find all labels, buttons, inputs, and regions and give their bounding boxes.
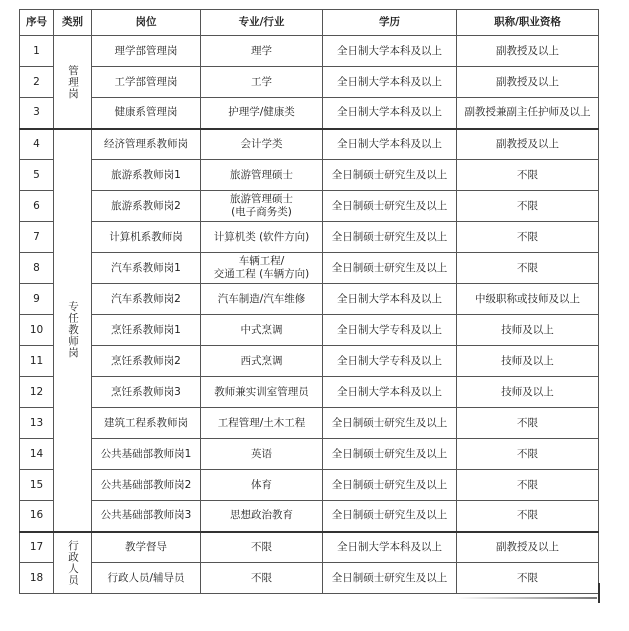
title-cell: 副教授及以上	[457, 67, 599, 98]
major-cell: 教师兼实训室管理员	[201, 377, 323, 408]
post-cell: 公共基础部教师岗3	[92, 501, 201, 532]
major-cell: 体育	[201, 470, 323, 501]
post-cell: 公共基础部教师岗2	[92, 470, 201, 501]
education-cell: 全日制硕士研究生及以上	[323, 563, 457, 594]
major-cell: 不限	[201, 563, 323, 594]
major-cell: 护理学/健康类	[201, 98, 323, 129]
title-cell: 不限	[457, 501, 599, 532]
title-cell: 不限	[457, 439, 599, 470]
header-title: 职称/职业资格	[457, 10, 599, 36]
title-cell: 不限	[457, 408, 599, 439]
major-cell: 西式烹调	[201, 346, 323, 377]
table-row	[20, 532, 599, 563]
row-number: 15	[20, 470, 54, 501]
row-number: 5	[20, 160, 54, 191]
education-cell: 全日制大学本科及以上	[323, 377, 457, 408]
post-cell: 汽车系教师岗2	[92, 284, 201, 315]
education-cell: 全日制大学本科及以上	[323, 98, 457, 129]
row-number: 4	[20, 129, 54, 160]
title-cell: 技师及以上	[457, 315, 599, 346]
education-cell: 全日制大学本科及以上	[323, 284, 457, 315]
post-cell: 旅游系教师岗2	[92, 191, 201, 222]
major-cell: 车辆工程/ 交通工程 (车辆方向)	[201, 253, 323, 284]
table-row	[20, 470, 599, 501]
title-cell: 不限	[457, 253, 599, 284]
title-cell: 不限	[457, 160, 599, 191]
post-cell: 建筑工程系教师岗	[92, 408, 201, 439]
table-row	[20, 222, 599, 253]
post-cell: 理学部管理岗	[92, 36, 201, 67]
row-number: 18	[20, 563, 54, 594]
major-cell: 工程管理/土木工程	[201, 408, 323, 439]
category-teaching: 专任教师岗	[54, 129, 92, 532]
header-no: 序号	[20, 10, 54, 36]
category-management: 管理岗	[54, 36, 92, 129]
row-number: 9	[20, 284, 54, 315]
table-row	[20, 98, 599, 129]
major-cell: 计算机类 (软件方向)	[201, 222, 323, 253]
major-cell: 英语	[201, 439, 323, 470]
row-number: 14	[20, 439, 54, 470]
post-cell: 旅游系教师岗1	[92, 160, 201, 191]
table-row	[20, 408, 599, 439]
title-cell: 中级职称或技师及以上	[457, 284, 599, 315]
header-row	[20, 10, 599, 36]
education-cell: 全日制硕士研究生及以上	[323, 222, 457, 253]
header-category: 类别	[54, 10, 92, 36]
table-row	[20, 191, 599, 222]
post-cell: 公共基础部教师岗1	[92, 439, 201, 470]
title-cell: 副教授及以上	[457, 532, 599, 563]
table-row	[20, 439, 599, 470]
education-cell: 全日制硕士研究生及以上	[323, 439, 457, 470]
table-row	[20, 501, 599, 532]
row-number: 7	[20, 222, 54, 253]
post-cell: 工学部管理岗	[92, 67, 201, 98]
row-number: 8	[20, 253, 54, 284]
post-cell: 行政人员/辅导员	[92, 563, 201, 594]
table-row	[20, 377, 599, 408]
row-number: 2	[20, 67, 54, 98]
education-cell: 全日制硕士研究生及以上	[323, 160, 457, 191]
row-number: 3	[20, 98, 54, 129]
row-number: 13	[20, 408, 54, 439]
major-cell: 汽车制造/汽车维修	[201, 284, 323, 315]
education-cell: 全日制大学本科及以上	[323, 36, 457, 67]
scan-mark	[457, 597, 597, 599]
major-cell: 旅游管理硕士 (电子商务类)	[201, 191, 323, 222]
table-row	[20, 346, 599, 377]
post-cell: 烹饪系教师岗3	[92, 377, 201, 408]
education-cell: 全日制硕士研究生及以上	[323, 408, 457, 439]
table-row	[20, 36, 599, 67]
title-cell: 不限	[457, 470, 599, 501]
major-cell: 中式烹调	[201, 315, 323, 346]
table-row	[20, 129, 599, 160]
header-post: 岗位	[92, 10, 201, 36]
major-cell: 不限	[201, 532, 323, 563]
post-cell: 汽车系教师岗1	[92, 253, 201, 284]
major-cell: 工学	[201, 67, 323, 98]
education-cell: 全日制硕士研究生及以上	[323, 501, 457, 532]
post-cell: 教学督导	[92, 532, 201, 563]
post-cell: 计算机系教师岗	[92, 222, 201, 253]
education-cell: 全日制大学本科及以上	[323, 129, 457, 160]
education-cell: 全日制大学专科及以上	[323, 346, 457, 377]
table-row	[20, 315, 599, 346]
header-education: 学历	[323, 10, 457, 36]
header-major: 专业/行业	[201, 10, 323, 36]
post-cell: 健康系管理岗	[92, 98, 201, 129]
education-cell: 全日制大学本科及以上	[323, 67, 457, 98]
recruitment-table	[19, 9, 599, 594]
row-number: 11	[20, 346, 54, 377]
title-cell: 副教授兼副主任护师及以上	[457, 98, 599, 129]
education-cell: 全日制大学本科及以上	[323, 532, 457, 563]
category-admin: 行政人员	[54, 532, 92, 594]
title-cell: 不限	[457, 563, 599, 594]
row-number: 17	[20, 532, 54, 563]
major-cell: 会计学类	[201, 129, 323, 160]
corner-mark	[598, 583, 600, 603]
major-cell: 理学	[201, 36, 323, 67]
row-number: 16	[20, 501, 54, 532]
row-number: 1	[20, 36, 54, 67]
title-cell: 不限	[457, 222, 599, 253]
table-row	[20, 284, 599, 315]
education-cell: 全日制硕士研究生及以上	[323, 191, 457, 222]
table-row	[20, 67, 599, 98]
major-cell: 思想政治教育	[201, 501, 323, 532]
table-row	[20, 160, 599, 191]
table-row	[20, 563, 599, 594]
row-number: 6	[20, 191, 54, 222]
education-cell: 全日制硕士研究生及以上	[323, 253, 457, 284]
post-cell: 烹饪系教师岗2	[92, 346, 201, 377]
title-cell: 技师及以上	[457, 346, 599, 377]
row-number: 12	[20, 377, 54, 408]
post-cell: 经济管理系教师岗	[92, 129, 201, 160]
title-cell: 副教授及以上	[457, 129, 599, 160]
education-cell: 全日制硕士研究生及以上	[323, 470, 457, 501]
title-cell: 不限	[457, 191, 599, 222]
title-cell: 技师及以上	[457, 377, 599, 408]
major-cell: 旅游管理硕士	[201, 160, 323, 191]
row-number: 10	[20, 315, 54, 346]
title-cell: 副教授及以上	[457, 36, 599, 67]
post-cell: 烹饪系教师岗1	[92, 315, 201, 346]
education-cell: 全日制大学专科及以上	[323, 315, 457, 346]
table-row	[20, 253, 599, 284]
